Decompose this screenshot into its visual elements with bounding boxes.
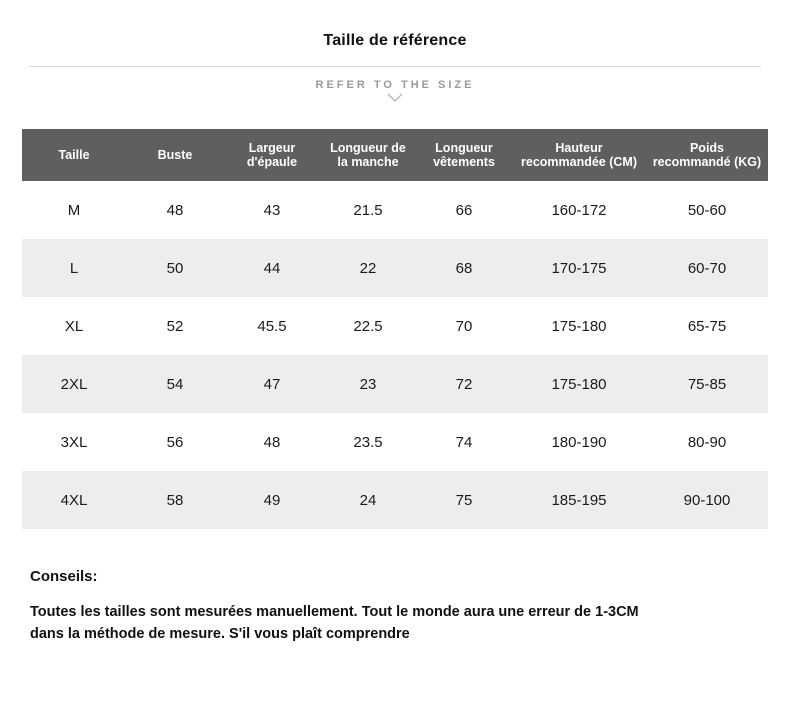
table-header-row [22,129,768,181]
cell-length: 72 [416,355,512,413]
cell-weight: 90-100 [646,471,768,529]
cell-height: 175-180 [512,355,646,413]
cell-size: XL [22,297,126,355]
cell-size: L [22,239,126,297]
cell-size: 3XL [22,413,126,471]
cell-length: 68 [416,239,512,297]
cell-weight: 80-90 [646,413,768,471]
notes-title: Conseils: [30,568,98,585]
size-table-wrapper [22,129,768,529]
cell-length: 70 [416,297,512,355]
cell-weight: 60-70 [646,239,768,297]
cell-size: 2XL [22,355,126,413]
cell-size: M [22,181,126,239]
column-header-size: Taille [22,129,126,181]
cell-shoulder: 45.5 [224,297,320,355]
cell-bust: 48 [126,181,224,239]
cell-bust: 58 [126,471,224,529]
cell-weight: 50-60 [646,181,768,239]
cell-weight: 75-85 [646,355,768,413]
column-header-garment-length: Longueur vêtements [416,129,512,181]
column-header-recommended-height: Hauteur recommandée (CM) [512,129,646,181]
cell-sleeve: 23 [320,355,416,413]
cell-sleeve: 23.5 [320,413,416,471]
cell-height: 180-190 [512,413,646,471]
table-row [22,355,768,413]
table-row [22,239,768,297]
table-row [22,471,768,529]
cell-shoulder: 47 [224,355,320,413]
cell-size: 4XL [22,471,126,529]
cell-shoulder: 49 [224,471,320,529]
chevron-down-icon [387,93,403,103]
cell-sleeve: 24 [320,471,416,529]
table-row [22,181,768,239]
table-row [22,297,768,355]
cell-shoulder: 48 [224,413,320,471]
cell-sleeve: 21.5 [320,181,416,239]
cell-shoulder: 43 [224,181,320,239]
cell-length: 75 [416,471,512,529]
cell-bust: 54 [126,355,224,413]
cell-bust: 52 [126,297,224,355]
cell-bust: 56 [126,413,224,471]
cell-shoulder: 44 [224,239,320,297]
notes-body: Toutes les tailles sont mesurées manuellement. Tout le monde aura une erreur de 1-3CM dans la méthode de mesure. S'il vous plaît comprendre [30,604,639,643]
table-header [22,129,768,181]
cell-length: 74 [416,413,512,471]
cell-height: 185-195 [512,471,646,529]
page-header [0,0,790,103]
cell-weight: 65-75 [646,297,768,355]
header-divider [29,66,761,67]
table-row [22,413,768,471]
cell-height: 170-175 [512,239,646,297]
column-header-bust: Buste [126,129,224,181]
cell-height: 160-172 [512,181,646,239]
cell-height: 175-180 [512,297,646,355]
cell-bust: 50 [126,239,224,297]
size-table [22,129,768,529]
column-header-shoulder-width: Largeur d'épaule [224,129,320,181]
column-header-recommended-weight: Poids recommandé (KG) [646,129,768,181]
cell-sleeve: 22 [320,239,416,297]
cell-length: 66 [416,181,512,239]
page-title: Taille de référence [323,32,467,49]
column-header-sleeve-length: Longueur de la manche [320,129,416,181]
notes-section [30,568,670,646]
page-subtitle: REFER TO THE SIZE [315,79,475,91]
cell-sleeve: 22.5 [320,297,416,355]
table-body [22,181,768,529]
